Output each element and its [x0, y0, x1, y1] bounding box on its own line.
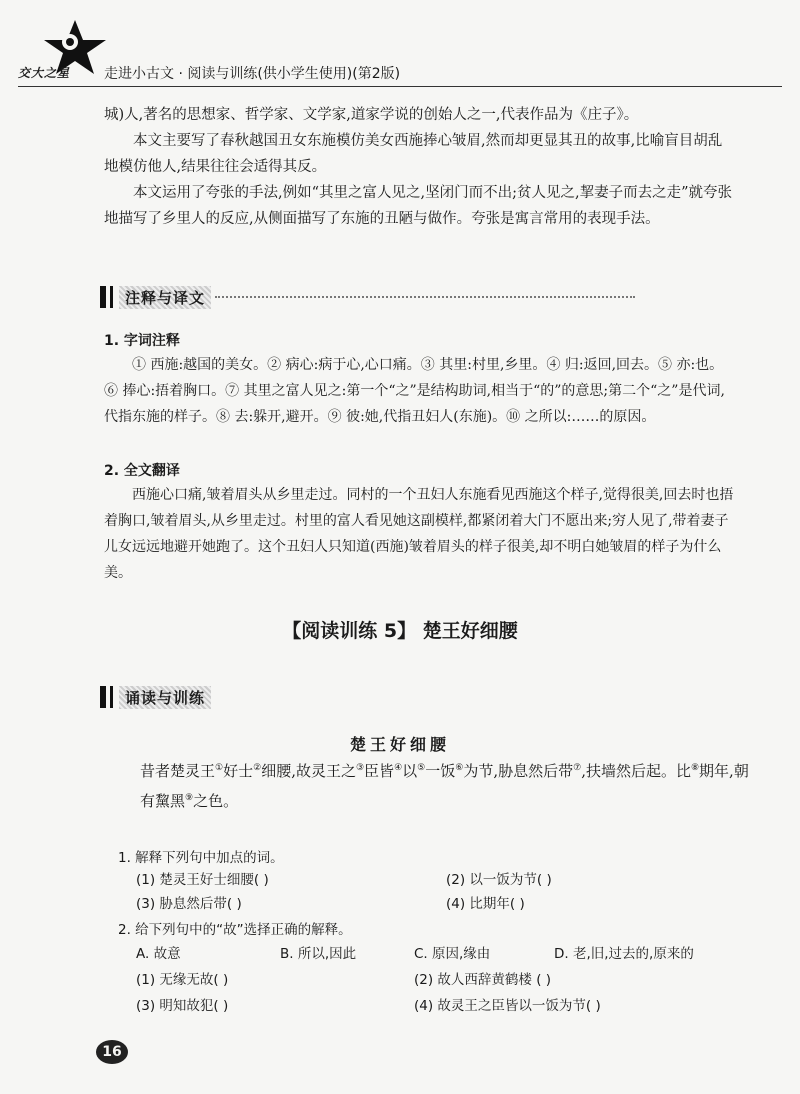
- question-1-item-1: (1) 楚灵王好士细腰( ): [136, 872, 269, 888]
- question-2-item-4: (4) 故灵王之臣皆以一饭为节( ): [414, 998, 601, 1014]
- brand-text: 交大之星: [18, 66, 71, 80]
- question-1-item-4: (4) 比期年( ): [446, 896, 525, 912]
- option-d: D. 老,旧,过去的,原来的: [554, 946, 694, 962]
- question-1-item-3: (3) 胁息然后带( ): [136, 896, 242, 912]
- intro-paragraph-1: 城)人,著名的思想家、哲学家、文学家,道家学说的创始人之一,代表作品为《庄子》。: [104, 107, 639, 123]
- subheading-translation: 2. 全文翻译: [104, 463, 180, 479]
- section-tag-reading-label: 诵读与训练: [119, 686, 211, 709]
- option-c: C. 原因,缘由: [414, 946, 491, 962]
- option-a: A. 故意: [136, 946, 181, 962]
- intro-paragraph-2: 本文主要写了春秋越国丑女东施模仿美女西施捧心皱眉,然而却更显其丑的故事,比喻盲目胡乱地模仿他人,结果往往会适得其反。: [104, 133, 723, 175]
- option-b: B. 所以,因此: [280, 946, 357, 962]
- page-number: 16: [96, 1040, 128, 1064]
- question-2-item-1: (1) 无缘无故( ): [136, 972, 229, 988]
- section-tag-notes-label: 注释与译文: [119, 286, 211, 309]
- section-tag-notes: [100, 284, 635, 310]
- question-2: 2. 给下列句中的“故”选择正确的解释。: [118, 922, 352, 938]
- question-2-item-3: (3) 明知故犯( ): [136, 998, 229, 1014]
- series-title: 走进小古文 · 阅读与训练(供小学生使用)(第2版): [104, 66, 401, 82]
- question-2-item-2: (2) 故人西辞黄鹤楼 ( ): [414, 972, 552, 988]
- header-divider: [18, 86, 782, 87]
- intro-paragraph-3: 本文运用了夸张的手法,例如“其里之富人见之,坚闭门而不出;贫人见之,挈妻子而去之走”就夸张地描写了乡里人的反应,从侧面描写了东施的丑陋与做作。夸张是寓言常用的表现手法。: [104, 185, 733, 227]
- section-tag-reading: [100, 684, 215, 710]
- poem-title: 楚王好细腰: [349, 735, 450, 754]
- lesson-title: 【阅读训练 5】 楚王好细腰: [282, 620, 518, 642]
- word-notes: ① 西施:越国的美女。② 病心:病于心,心口痛。③ 其里:村里,乡里。④ 归:返回,回去。⑤ 亦:也。⑥ 捧心:捂着胸口。⑦ 其里之富人见之:第一个“之”是结构助词,相当于“的”的意思;第二个“之”是代词,代指东施的样子。⑧ 去:躲开,避开。⑨ 彼:她,代指丑妇人(东施)。⑩ 之所以:……的原因。: [104, 357, 725, 425]
- question-1-item-2: (2) 以一饭为节( ): [446, 872, 552, 888]
- question-1: 1. 解释下列句中加点的词。: [118, 850, 284, 866]
- translation: 西施心口痛,皱着眉头从乡里走过。同村的一个丑妇人东施看见西施这个样子,觉得很美,回去时也捂着胸口,皱着眉头,从乡里走过。村里的富人看见她这副模样,都紧闭着大门不愿出来;穷人见了,带着妻子儿女远远地避开她跑了。这个丑妇人只知道(西施)皱着眉头的样子很美,却不明白她皱眉的样子为什么美。: [104, 487, 734, 581]
- poem-text: 昔者楚灵王①好士②细腰,故灵王之③臣皆④以⑤一饭⑥为节,胁息然后带⑦,扶墙然后起。比⑧期年,朝有黧黑⑨之色。: [140, 762, 749, 810]
- subheading-word-notes: 1. 字词注释: [104, 333, 180, 349]
